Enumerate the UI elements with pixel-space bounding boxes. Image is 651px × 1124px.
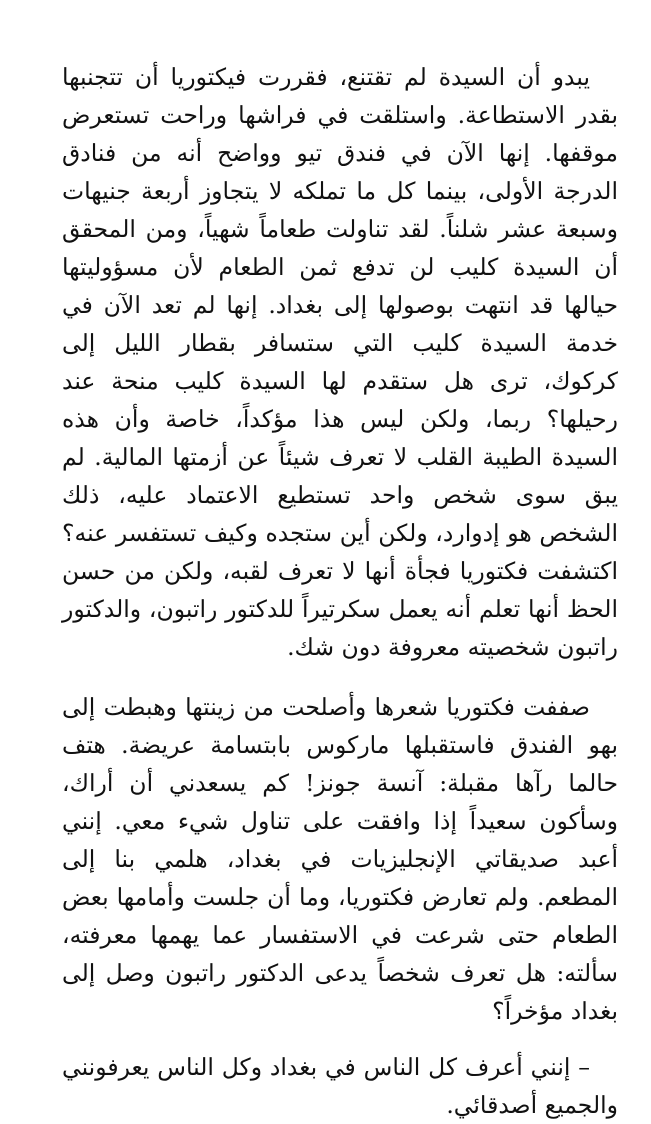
paragraph-2: صففت فكتوريا شعرها وأصلحت من زينتها وهبطت إلى بهو الفندق فاستقبلها ماركوس بابتسامة عريضة. هتف حالما رآها مقبلة: آنسة جونز! كم يسعدني أن أراك، وسأكون سعيداً إذا وافقت على تناول شيء معي. إنني أعبد صديقاتي الإنجليزيات في بغداد، هلمي بنا إلى المطعم. ولم تعارض فكتوريا، وما أن جلست وأمامها بعض الطعام حتى شرعت في الاستفسار عما يهمها معرفته، سألته: هل تعرف شخصاً يدعى الدكتور راتبون وصل إلى بغداد مؤخراً؟ (62, 693, 618, 1025)
paragraph-1: يبدو أن السيدة لم تقتنع، فقررت فيكتوريا أن تتجنبها بقدر الاستطاعة. واستلقت في فراشها وراحت تستعرض موقفها. إنها الآن في فندق تيو وواضح أنه من فنادق الدرجة الأولى، بينما كل ما تملكه لا يتجاوز أربعة جنيهات وسبعة عشر شلناً. لقد تناولت طعاماً شهياً، ومن المحقق أن السيدة كليب لن تدفع ثمن الطعام لأن مسؤوليتها حيالها قد انتهت بوصولها إلى بغداد. إنها لم تعد الآن في خدمة السيدة كليب التي ستسافر بقطار الليل إلى كركوك، ترى هل ستقدم لها السيدة كليب منحة عند رحيلها؟ ربما، ولكن ليس هذا مؤكداً، خاصة وأن هذه السيدة الطيبة القلب لا تعرف شيئاً عن أزمتها المالية. لم يبق سوى شخص واحد تستطيع الاعتماد عليه، ذلك الشخص هو إدوارد، ولكن أين ستجده وكيف تستفسر عنه؟ اكتشفت فكتوريا فجأة أنها لا تعرف لقبه، ولكن من حسن الحظ أنها تعلم أنه يعمل سكرتيراً للدكتور راتبون، والدكتور راتبون شخصيته معروفة دون شك. (62, 63, 618, 661)
document-page (62, 58, 618, 1124)
paragraph-3: – إنني أعرف كل الناس في بغداد وكل الناس يعرفونني والجميع أصدقائي. (62, 1053, 618, 1119)
